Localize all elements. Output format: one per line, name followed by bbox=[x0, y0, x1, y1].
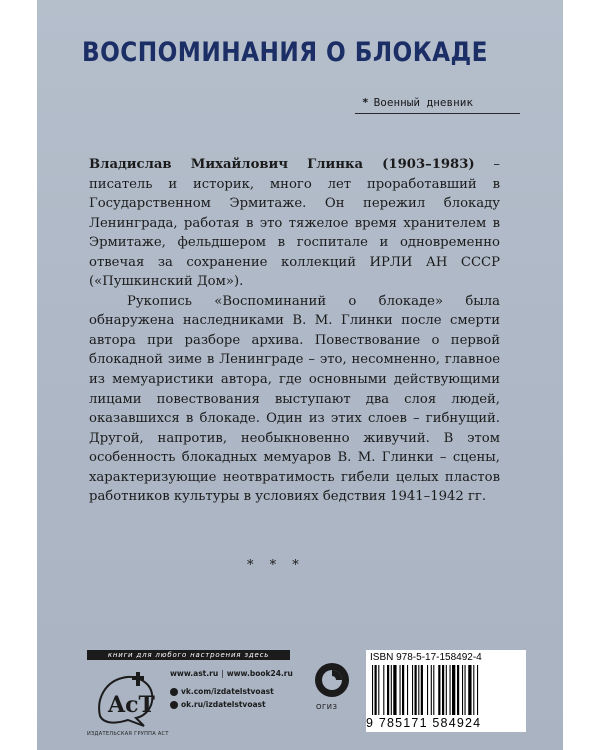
vk-icon bbox=[170, 688, 178, 696]
annotation-paragraph-1 bbox=[89, 155, 500, 292]
isbn-number: ISBN 978-5-17-158492-4 bbox=[370, 652, 482, 663]
section-separator: * * * bbox=[247, 558, 305, 573]
series-star: * bbox=[362, 96, 369, 109]
annotation-paragraph-2: Рукопись «Воспоминаний о блокаде» была обнаружена наследниками В. М. Глинки после смерти автора при разборе архива. Повествование о первой блокадной зиме в Ленинграде – это, несомненно, главное из мемуаристики автора, где основными действующими лицами повествования выступают два слоя людей, оказавшихся в блокаде. Один из этих слоев – гибнущий. Другой, напротив, необыкновенно живучий. В этом особенность блокадных мемуаров В. М. Глинки – сцены, характеризующие неотвратимость гибели целых пластов работников культуры в условиях бедствия 1941–1942 гг. bbox=[89, 293, 500, 505]
ast-logo-icon bbox=[92, 668, 160, 728]
series-name: Военный дневник bbox=[373, 96, 473, 109]
site-book24-link[interactable]: www.book24.ru bbox=[226, 669, 293, 678]
author-name: Владислав Михайлович Глинка (1903–1983) bbox=[89, 157, 475, 172]
websites-row bbox=[170, 667, 293, 680]
ok-icon bbox=[170, 701, 178, 709]
publisher-links bbox=[170, 667, 293, 711]
ok-row bbox=[170, 698, 293, 711]
series-line bbox=[362, 96, 473, 109]
vk-link[interactable]: vk.com/izdatelstvoast bbox=[181, 687, 274, 696]
tagline-bar: книги для любого настроения здесь bbox=[87, 650, 290, 660]
barcode-icon bbox=[370, 665, 522, 717]
book-title: ВОСПОМИНАНИЯ О БЛОКАДЕ bbox=[82, 37, 488, 68]
site-ast-link[interactable]: www.ast.ru bbox=[170, 669, 219, 678]
ogiz-label: ОГИЗ bbox=[316, 703, 338, 711]
ogiz-logo-icon bbox=[314, 662, 350, 698]
ast-logo-text: AcT bbox=[108, 692, 155, 718]
annotation-text bbox=[89, 155, 500, 507]
publisher-group-label: ИЗДАТЕЛЬСКАЯ ГРУППА АСТ bbox=[87, 731, 169, 737]
barcode-area bbox=[366, 650, 526, 732]
back-cover bbox=[37, 0, 563, 750]
ok-link[interactable]: ok.ru/izdatelstvoast bbox=[181, 700, 266, 709]
annotation-paragraph-1-text: – писатель и историк, много лет проработавший в Государственном Эрмитаже. Он пережил блокаду Ленинграда, работая в это тяжелое время хранителем в Эрмитаже, фельдшером в госпитале и одновременно отвечая за сохранение коллекций ИРЛИ АН СССР («Пушкинский Дом»). bbox=[89, 157, 500, 290]
series-underline bbox=[355, 113, 520, 114]
barcode-digits: 9 785171 584924 bbox=[366, 716, 482, 730]
sites-separator: | bbox=[221, 669, 224, 678]
vk-row bbox=[170, 685, 293, 698]
